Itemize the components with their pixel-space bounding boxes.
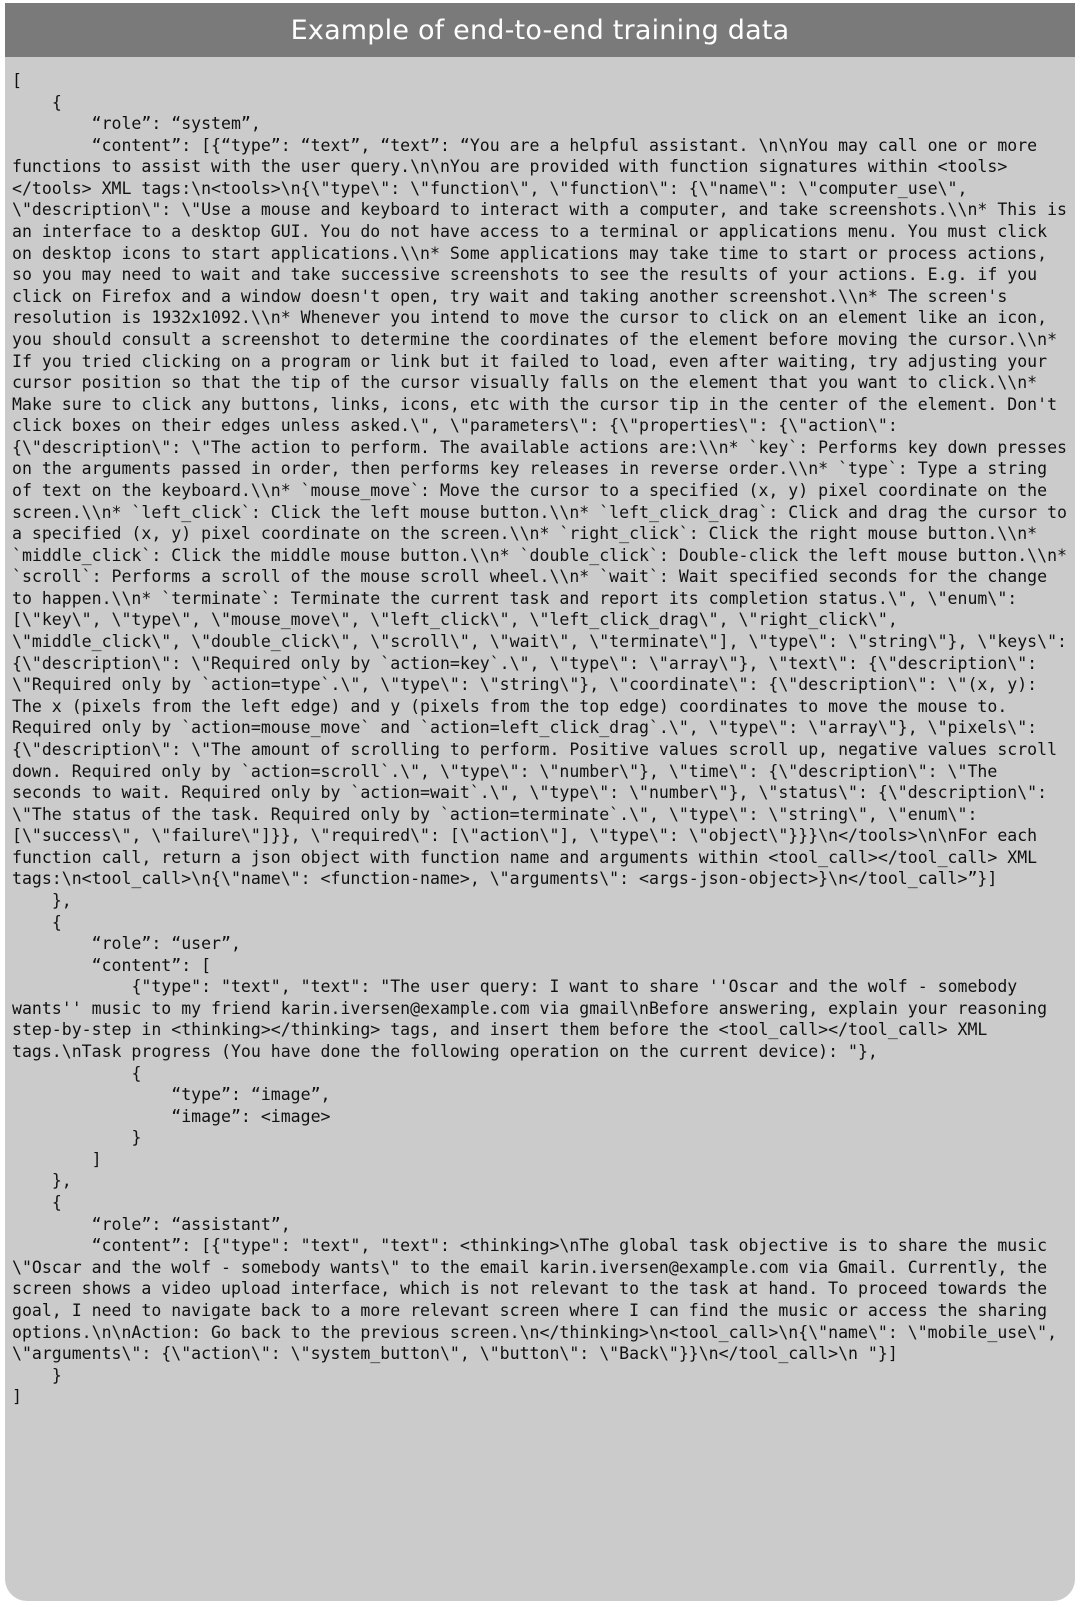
panel-title: Example of end-to-end training data: [5, 3, 1075, 57]
json-code-block: [ { “role”: “system”, “content”: [{“type”: “text”, “text”: “You are a helpful assistant. \n\nYou may call one or more functions to assist with the user query.\n\nYou are provided with function signatures within <tools></tools> XML tags:\n<tools>\n{\"type\": \"function\", \"function\": {\"name\": \"computer_use\", \"description\": \"Use a mouse and keyboard to interact with a computer, and take screenshots.\\n* This is an interface to a desktop GUI. You do not have access to a terminal or applications menu. You must click on desktop icons to start applications.\\n* Some applications may take time to start or process actions, so you may need to wait and take successive screenshots to see the results of your actions. E.g. if you click on Firefox and a window doesn't open, try wait and taking another screenshot.\\n* The screen's resolution is 1932x1092.\\n* Whenever you intend to move the cursor to click on an element like an icon, you should consult a screenshot to determine the coordinates of the element before moving the cursor.\\n* If you tried clicking on a program or link but it failed to load, even after waiting, try adjusting your cursor position so that the tip of the cursor visually falls on the element that you want to click.\\n* Make sure to click any buttons, links, icons, etc with the cursor tip in the center of the element. Don't click boxes on their edges unless asked.\", \"parameters\": {\"properties\": {\"action\": {\"description\": \"The action to perform. The available actions are:\\n* `key`: Performs key down presses on the arguments passed in order, then performs key releases in reverse order.\\n* `type`: Type a string of text on the keyboard.\\n* `mouse_move`: Move the cursor to a specified (x, y) pixel coordinate on the screen.\\n* `left_click`: Click the left mouse button.\\n* `left_click_drag`: Click and drag the cursor to a specified (x, y) pixel coordinate on the screen.\\n* `right_click`: Click the right mouse button.\\n* `middle_click`: Click the middle mouse button.\\n* `double_click`: Double-click the left mouse button.\\n* `scroll`: Performs a scroll of the mouse scroll wheel.\\n* `wait`: Wait specified seconds for the change to happen.\\n* `terminate`: Terminate the current task and report its completion status.\", \"enum\": [\"key\", \"type\", \"mouse_move\", \"left_click\", \"left_click_drag\", \"right_click\", \"middle_click\", \"double_click\", \"scroll\", \"wait\", \"terminate\"], \"type\": \"string\"}, \"keys\": {\"description\": \"Required only by `action=key`.\", \"type\": \"array\"}, \"text\": {\"description\": \"Required only by `action=type`.\", \"type\": \"string\"}, \"coordinate\": {\"description\": \"(x, y): The x (pixels from the left edge) and y (pixels from the top edge) coordinates to move the mouse to. Required only by `action=mouse_move` and `action=left_click_drag`.\", \"type\": \"array\"}, \"pixels\": {\"description\": \"The amount of scrolling to perform. Positive values scroll up, negative values scroll down. Required only by `action=scroll`.\", \"type\": \"number\"}, \"time\": {\"description\": \"The seconds to wait. Required only by `action=wait`.\", \"type\": \"number\"}, \"status\": {\"description\": \"The status of the task. Required only by `action=terminate`.\", \"type\": \"string\", \"enum\": [\"success\", \"failure\"]}}, \"required\": [\"action\"], \"type\": \"object\"}}}\n</tools>\n\nFor each function call, return a json object with function name and arguments within <tool_call></tool_call> XML tags:\n<tool_call>\n{\"name\": <function-name>, \"arguments\": <args-json-object>}\n</tool_call>”}] }, { “role”: “user”, “content”: [ {"type": "text", "text": "The user query: I want to share ''Oscar and the wolf - somebody wants'' music to my friend karin.iversen@example.com via gmail\nBefore answering, explain your reasoning step-by-step in <thinking></thinking> tags, and insert them before the <tool_call></tool_call> XML tags.\nTask progress (You have done the following operation on the current device): "}, { “type”: “image”, “image”: <image> } ] }, { “role”: “assistant”, “content”: [{"type": "text", "text": <thinking>\nThe global task objective is to share the music \"Oscar and the wolf - somebody wants\" to the email karin.iversen@example.com via Gmail. Currently, the screen shows a video upload interface, which is not relevant to the task at hand. To proceed towards the goal, I need to navigate back to a more relevant screen where I can find the music or access the sharing options.\n\nAction: Go back to the previous screen.\n</thinking>\n<tool_call>\n{\"name\": \"mobile_use\", \"arguments\": {\"action\": \"system_button\", \"button\": \"Back\"}}\n</tool_call>\n "}] } ]: [12, 71, 1067, 1407]
code-panel: [5, 3, 1075, 1601]
